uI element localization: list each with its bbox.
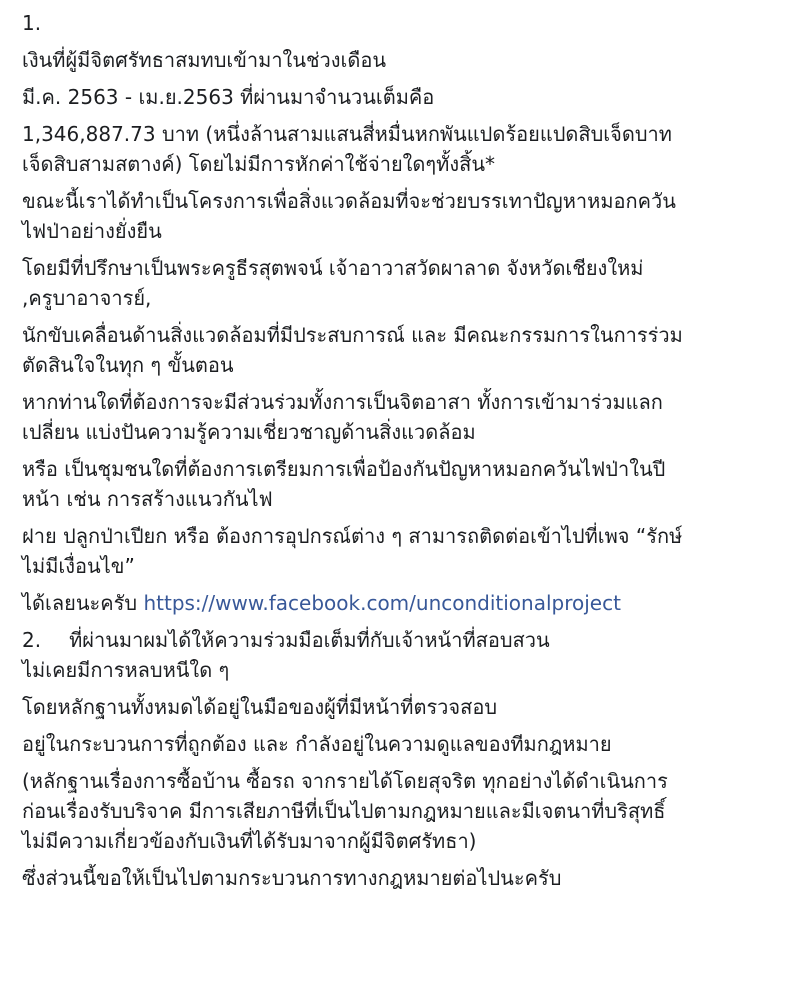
text-line: ก่อนเรื่องรับบริจาค มีการเสียภาษีที่เป็นไปตามกฎหมายและมีเจตนาที่บริสุทธิ์ [22, 799, 666, 823]
text-line: (หลักฐานเรื่องการซื้อบ้าน ซื้อรถ จากรายได้โดยสุจริต ทุกอย่างได้ดำเนินการ [22, 769, 668, 793]
text-line: หน้า เช่น การสร้างแนวกันไฟ [22, 487, 273, 511]
text-line: นักขับเคลื่อนด้านสิ่งแวดล้อมที่มีประสบการณ์ และ มีคณะกรรมการในการร่วม [22, 323, 683, 347]
paragraph-advisors [22, 253, 782, 313]
paragraph-link [22, 588, 782, 618]
text-line: ตัดสินใจในทุก ๆ ขั้นตอน [22, 353, 234, 377]
paragraph-volunteers [22, 387, 782, 447]
text-line: ฝาย ปลูกป่าเปียก หรือ ต้องการอุปกรณ์ต่าง ๆ สามารถติดต่อเข้าไปที่เพจ “รักษ์ [22, 524, 683, 548]
paragraph-donation-amount [22, 119, 782, 179]
paragraph-cooperation [22, 625, 782, 685]
paragraph-contact-page [22, 521, 782, 581]
text-line: ไม่มีเงื่อนไข” [22, 554, 135, 578]
facebook-page-link[interactable]: https://www.facebook.com/unconditionalproject [143, 591, 621, 615]
post-body [22, 8, 782, 900]
text-line: ไม่เคยมีการหลบหนีใด ๆ [22, 658, 230, 682]
text-line: ,ครูบาอาจารย์, [22, 286, 152, 310]
link-prefix: ได้เลยนะครับ [22, 591, 144, 615]
text-line: โดยหลักฐานทั้งหมดได้อยู่ในมือของผู้ที่มีหน้าที่ตรวจสอบ [22, 695, 498, 719]
text-line: ไม่มีความเกี่ยวข้องกับเงินที่ได้รับมาจากผู้มีจิตศรัทธา) [22, 829, 477, 853]
paragraph-donation-dates [22, 82, 782, 112]
paragraph-communities [22, 454, 782, 514]
text-line: หรือ เป็นชุมชนใดที่ต้องการเตรียมการเพื่อป้องกันปัญหาหมอกควันไฟป่าในปี [22, 457, 666, 481]
text-line: หากท่านใดที่ต้องการจะมีส่วนร่วมทั้งการเป็นจิตอาสา ทั้งการเข้ามาร่วมแลก [22, 390, 663, 414]
text-line [22, 625, 782, 655]
text-line: เจ็ดสิบสามสตางค์) โดยไม่มีการหักค่าใช้จ่ายใดๆทั้งสิ้น* [22, 152, 495, 176]
text-line: เงินที่ผู้มีจิตศรัทธาสมทบเข้ามาในช่วงเดือน [22, 48, 387, 72]
text-line: มี.ค. 2563 - เม.ย.2563 ที่ผ่านมาจำนวนเต็มคือ [22, 85, 435, 109]
cooperation-text: ที่ผ่านมาผมได้ให้ความร่วมมือเต็มที่กับเจ้าหน้าที่สอบสวน [69, 628, 550, 652]
paragraph-evidence [22, 692, 782, 722]
paragraph-legal-team [22, 729, 782, 759]
item-number-1 [22, 8, 782, 38]
paragraph-environment-project [22, 186, 782, 246]
text-line: โดยมีที่ปรึกษาเป็นพระครูธีรสุตพจน์ เจ้าอาวาสวัดผาลาด จังหวัดเชียงใหม่ [22, 256, 644, 280]
text-line: 1. [22, 11, 42, 35]
paragraph-committee [22, 320, 782, 380]
text-line: ไฟป่าอย่างยั่งยืน [22, 219, 162, 243]
text-line [22, 588, 782, 618]
paragraph-purchases [22, 766, 782, 856]
item-number-2: 2. [22, 628, 42, 652]
text-line: อยู่ในกระบวนการที่ถูกต้อง และ กำลังอยู่ในความดูแลของทีมกฎหมาย [22, 732, 612, 756]
text-line: ขณะนี้เราได้ทำเป็นโครงการเพื่อสิ่งแวดล้อมที่จะช่วยบรรเทาปัญหาหมอกควัน [22, 189, 676, 213]
paragraph-donation-period [22, 45, 782, 75]
text-line: 1,346,887.73 บาท (หนึ่งล้านสามแสนสี่หมื่นหกพันแปดร้อยแปดสิบเจ็ดบาท [22, 122, 672, 146]
paragraph-legal-process [22, 863, 782, 893]
text-line: ซึ่งส่วนนี้ขอให้เป็นไปตามกระบวนการทางกฎหมายต่อไปนะครับ [22, 866, 562, 890]
text-line: เปลี่ยน แบ่งปันความรู้ความเชี่ยวชาญด้านสิ่งแวดล้อม [22, 420, 476, 444]
